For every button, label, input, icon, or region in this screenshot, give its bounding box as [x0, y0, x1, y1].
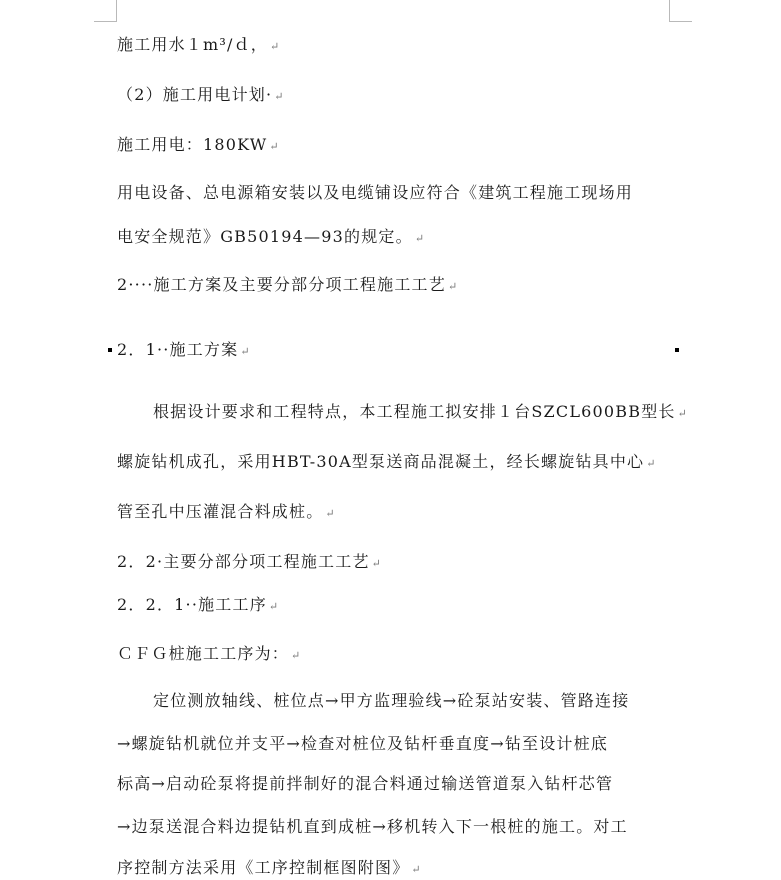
line-text: 序控制方法采用《工序控制框图附图》: [117, 858, 410, 877]
paragraph-mark-icon: ↵: [325, 507, 335, 520]
paragraph-mark-icon: ↵: [268, 600, 279, 613]
line-text: 标高→启动砼泵将提前拌制好的混合料通过输送管道泵入钻杆芯管: [117, 774, 614, 793]
line-text: （2）施工用电计划·: [117, 85, 273, 104]
text-line-procedure-3: [117, 774, 613, 794]
heading-section-2: [117, 275, 457, 297]
line-text: 螺旋钻机成孔，采用HBT-30A型泵送商品混凝土，经长螺旋钻具中心: [117, 452, 645, 471]
text-line-equipment-standard: [117, 183, 633, 203]
paragraph-mark-icon: ↵: [447, 280, 458, 293]
text-line-water-usage: [117, 35, 279, 57]
text-line-procedure-4: [117, 817, 628, 837]
paragraph-mark-icon: ↵: [411, 863, 421, 876]
line-text: →螺旋钻机就位并支平→检查对桩位及钻杆垂直度→钻至设计桩底: [117, 734, 609, 753]
heading-section-2-2: [117, 552, 381, 574]
line-text: 根据设计要求和工程特点，本工程施工拟安排１台SZCL600BB型长: [153, 402, 676, 421]
line-text: →边泵送混合料边提钻机直到成桩→移机转入下一根桩的施工。对工: [117, 817, 628, 836]
line-text: 施工用水１m³/ｄ，: [117, 35, 268, 54]
paragraph-mark-icon: ↵: [371, 557, 381, 570]
object-anchor-left-icon: [108, 348, 112, 352]
text-line-power-usage: [117, 135, 279, 157]
paragraph-mark-icon: ↵: [274, 90, 284, 103]
heading-power-plan: [117, 85, 284, 107]
text-line-construction-plan-3: [117, 502, 335, 524]
paragraph-mark-icon: ↵: [240, 345, 250, 358]
object-anchor-right-icon: [675, 348, 679, 352]
line-text: 2．2．1··施工工序: [117, 595, 267, 614]
text-line-procedure-2: [117, 734, 608, 754]
text-line-procedure-5: [117, 858, 421, 880]
paragraph-mark-icon: ↵: [269, 40, 280, 53]
text-line-cfg-procedure-title: [117, 644, 300, 666]
paragraph-mark-icon: ↵: [291, 649, 301, 662]
text-line-construction-plan-1: [153, 402, 687, 424]
line-text: 施工用电：180KW: [117, 135, 268, 154]
margin-mark-top-right-horizontal: [670, 21, 692, 22]
margin-mark-top-left-horizontal: [94, 21, 116, 22]
text-line-standard-reference: [117, 227, 424, 249]
paragraph-mark-icon: ↵: [414, 232, 425, 245]
text-line-procedure-1: [153, 691, 629, 711]
line-text: 管至孔中压灌混合料成桩。: [117, 502, 324, 521]
margin-mark-top-left-vertical: [116, 0, 117, 22]
line-text: 2．1··施工方案: [117, 340, 239, 359]
heading-section-2-1: [117, 340, 250, 362]
line-text: 电安全规范》GB50194—93的规定。: [117, 227, 413, 246]
line-text: 定位测放轴线、桩位点→甲方监理验线→砼泵站安装、管路连接: [153, 691, 630, 710]
paragraph-mark-icon: ↵: [646, 457, 656, 470]
line-text: 2．2·主要分部分项工程施工工艺: [117, 552, 370, 571]
heading-section-2-2-1: [117, 595, 278, 617]
paragraph-mark-icon: ↵: [677, 407, 687, 420]
line-text: 用电设备、总电源箱安装以及电缆铺设应符合《建筑工程施工现场用: [117, 183, 634, 202]
paragraph-mark-icon: ↵: [269, 140, 279, 153]
line-text: 2····施工方案及主要分部分项工程施工工艺: [117, 275, 446, 294]
margin-mark-top-right-vertical: [669, 0, 670, 22]
text-line-construction-plan-2: [117, 452, 655, 474]
line-text: ＣＦＧ桩施工工序为：: [117, 644, 290, 663]
